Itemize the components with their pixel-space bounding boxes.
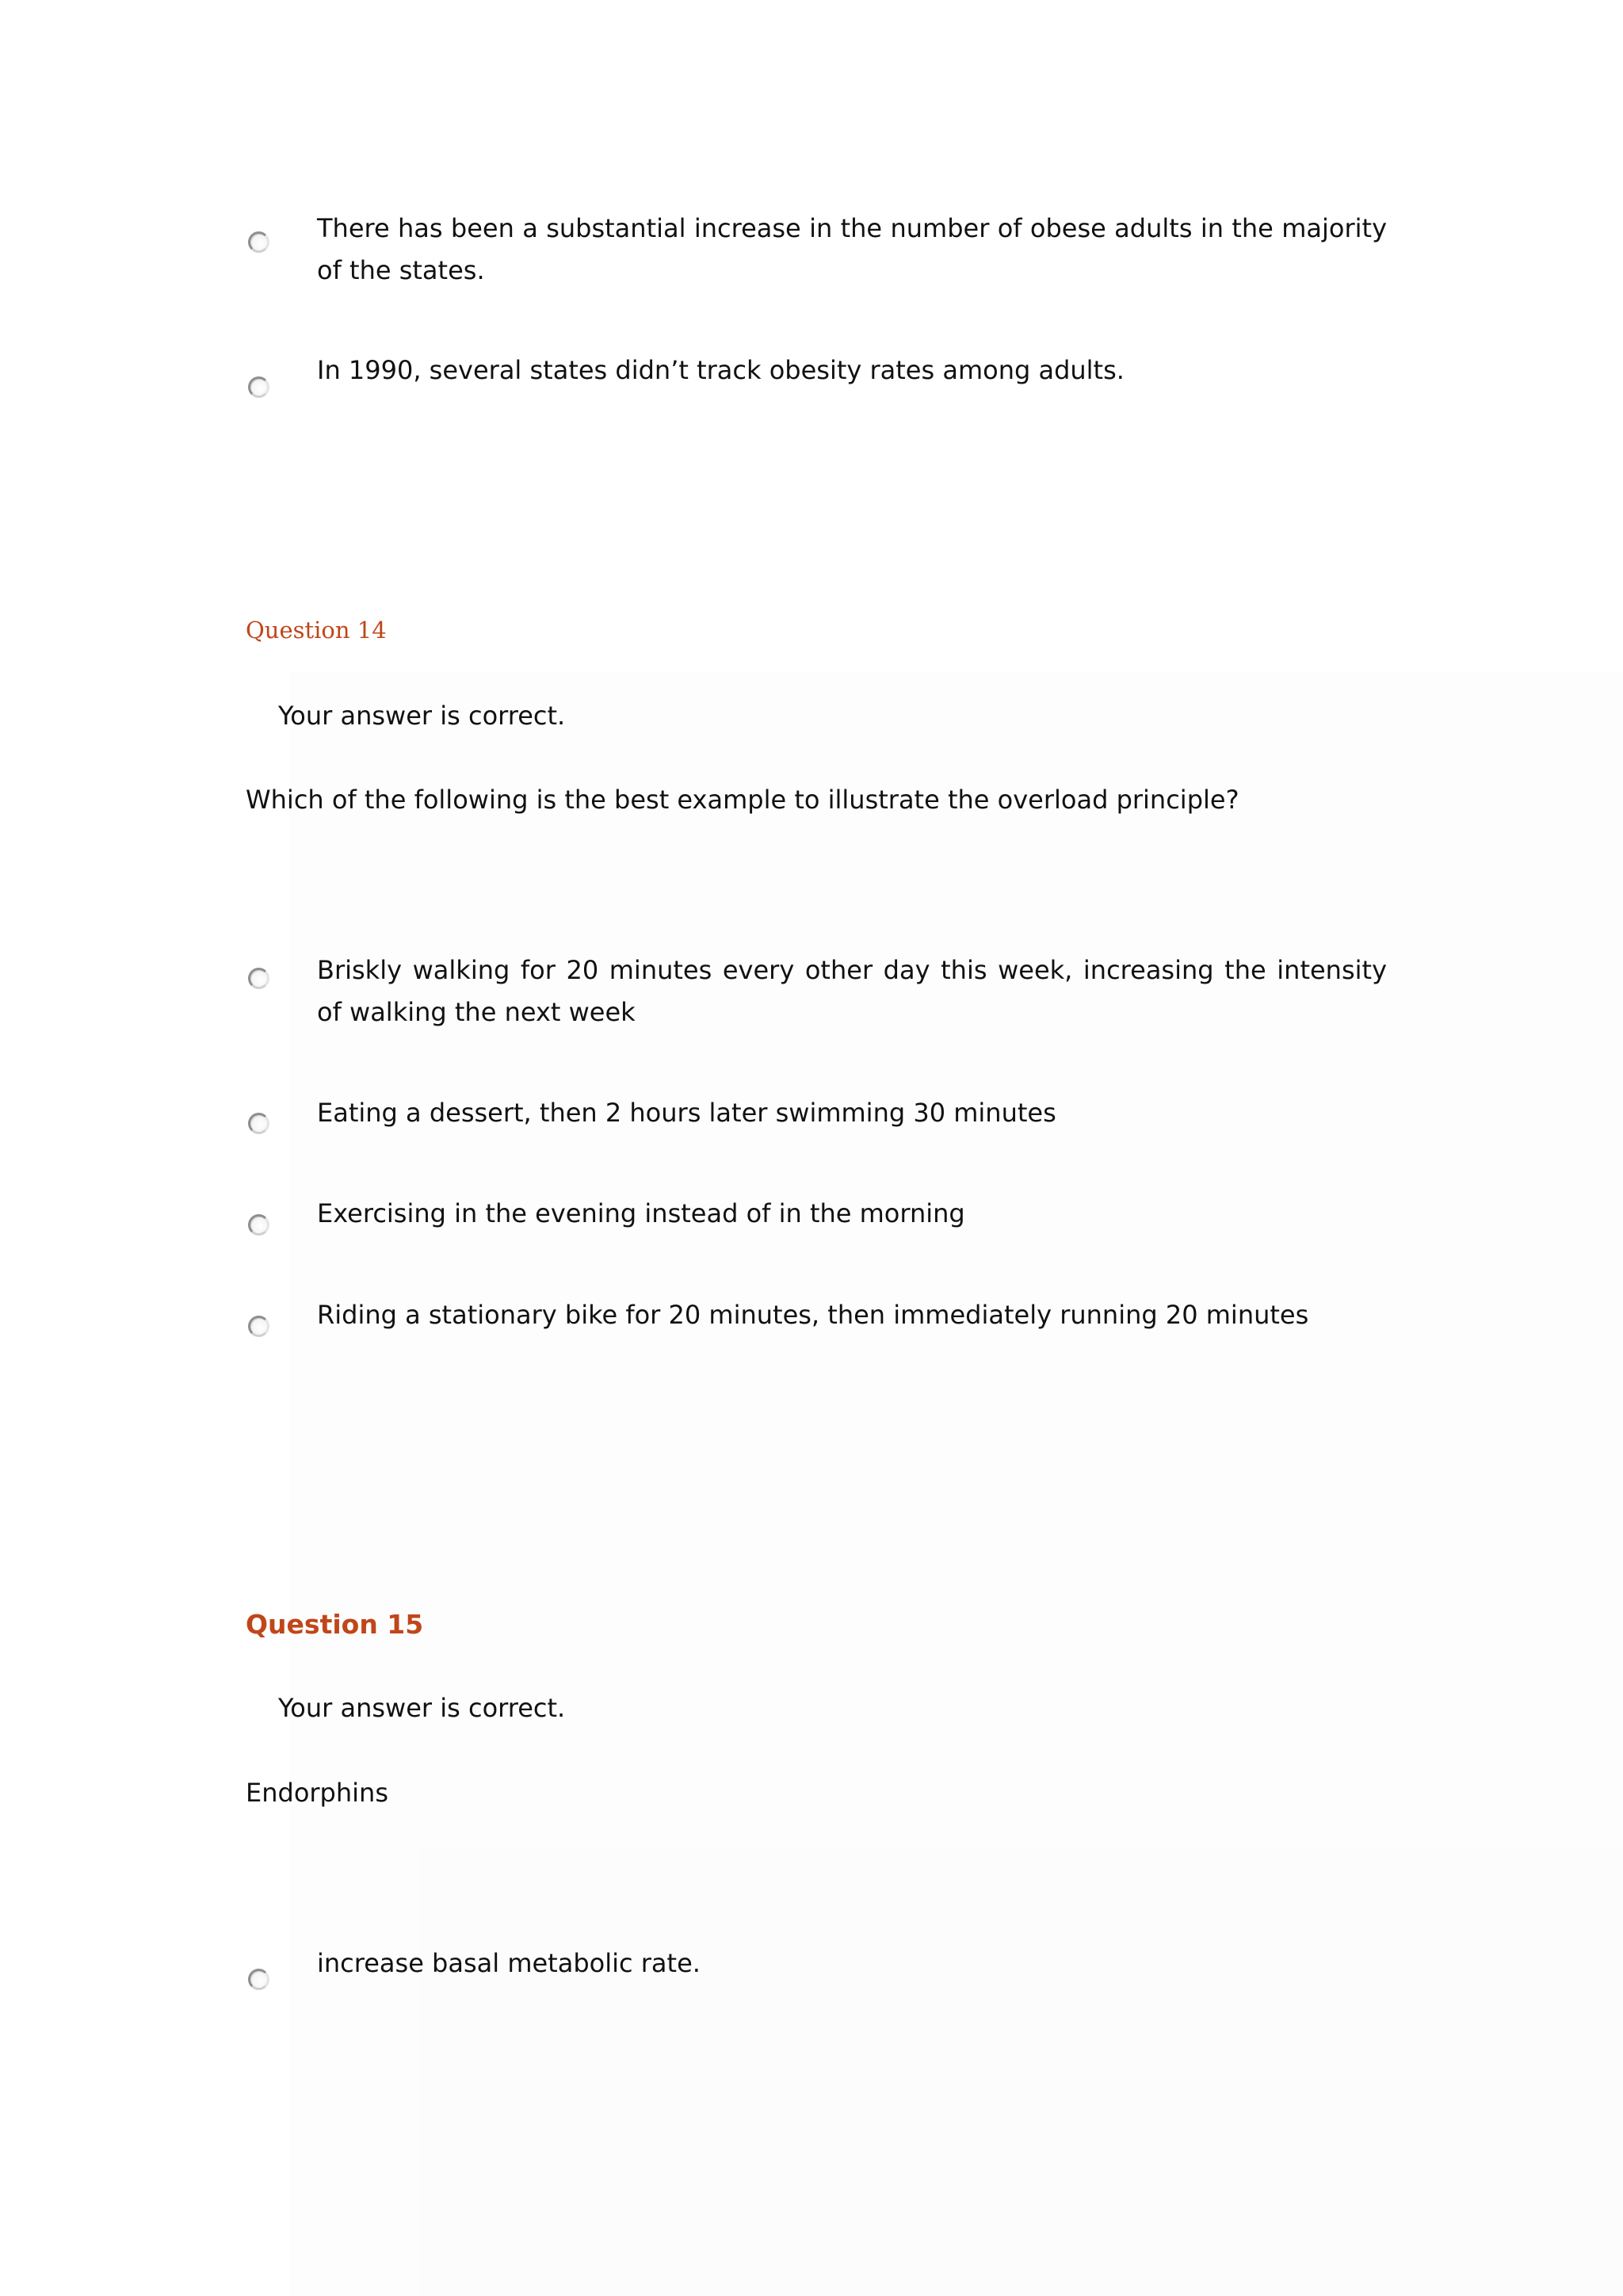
answer-option-label: There has been a substantial increase in the number of obese adults in the majority of the states. (317, 213, 1387, 285)
radio-button-icon[interactable] (248, 1316, 269, 1337)
question-heading: Question 14 (246, 617, 387, 644)
background-panel-lower (420, 1847, 1623, 2296)
radio-button-icon[interactable] (248, 968, 269, 989)
radio-button-icon[interactable] (248, 231, 269, 253)
radio-button-icon[interactable] (248, 1113, 269, 1134)
answer-option-label: increase basal metabolic rate. (317, 1948, 701, 1978)
answer-option-label: Riding a stationary bike for 20 minutes, then immediately running 20 minutes (317, 1300, 1309, 1330)
radio-button-icon[interactable] (248, 376, 269, 398)
radio-button-icon[interactable] (248, 1969, 269, 1990)
question-prompt: Which of the following is the best example to illustrate the overload principle? (246, 785, 1239, 815)
answer-option-label: In 1990, several states didn’t track obesity rates among adults. (317, 355, 1125, 385)
question-prompt: Endorphins (246, 1778, 388, 1808)
answer-option-label: Briskly walking for 20 minutes every other day this week, increasing the intensity of walking the next week (317, 955, 1387, 1027)
answer-feedback: Your answer is correct. (278, 1693, 566, 1723)
radio-button-icon[interactable] (248, 1214, 269, 1236)
answer-option-label: Exercising in the evening instead of in the morning (317, 1198, 965, 1228)
question-heading: Question 15 (246, 1609, 424, 1640)
answer-option-label: Eating a dessert, then 2 hours later swimming 30 minutes (317, 1098, 1056, 1128)
answer-feedback: Your answer is correct. (278, 701, 566, 731)
